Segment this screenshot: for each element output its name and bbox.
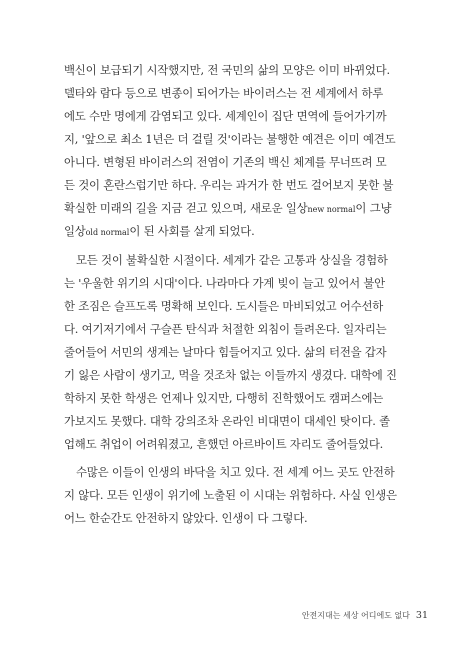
term-old-normal: old normal [85, 228, 130, 237]
text-line-with-term [64, 223, 428, 241]
text-line: 한 조짐은 슬프도록 명확해 보인다. 도시들은 마비되었고 어수선하 [64, 299, 384, 313]
text-segment: 이 그냥 [355, 201, 392, 215]
text-line: 가보지도 못했다. 대학 강의조차 온라인 비대면이 대세인 탓이다. 졸 [64, 414, 390, 428]
text-line: 는 '우울한 위기의 시대'이다. 나라마다 가계 빚이 늘고 있어서 불안 [64, 276, 385, 290]
running-title: 안전지대는 세상 어디에도 없다 [301, 611, 410, 620]
text-line: 지 않다. 모든 인생이 위기에 노출된 이 시대는 위험하다. 사실 인생은 [64, 488, 397, 502]
text-line: 줄어들어 서민의 생계는 날마다 힘들어지고 있다. 삶의 터전을 갑자 [64, 345, 387, 359]
text-line: 업해도 취업이 어려워졌고, 흔했던 아르바이트 자리도 줄어들었다. [64, 437, 384, 451]
page-footer [302, 610, 428, 621]
text-line: 기 잃은 사람이 생기고, 먹을 것조차 없는 이들까지 생겼다. 대학에 진 [64, 368, 397, 382]
text-line: 수많은 이들이 인생의 바닥을 치고 있다. 전 세계 어느 곳도 안전하 [76, 465, 395, 479]
text-line: 지, '앞으로 최소 1년은 더 걸릴 것'이라는 불행한 예견은 이미 예견도 [64, 132, 396, 146]
text-segment: 일상 [64, 224, 86, 238]
text-line: 델타와 람다 등으로 변종이 되어가는 바이러스는 전 세계에서 하루 [64, 86, 384, 100]
text-line: 모든 것이 불확실한 시절이다. 세계가 같은 고통과 상실을 경험하 [76, 253, 388, 267]
text-line: 에도 수만 명에게 감염되고 있다. 세계인이 집단 면역에 들어가기까 [64, 109, 387, 123]
page-number: 31 [415, 610, 428, 621]
term-new-normal: new normal [307, 205, 356, 214]
text-line: 다. 여기저기에서 구슬픈 탄식과 처절한 외침이 들려온다. 일자리는 [64, 322, 387, 336]
text-line: 어느 한순간도 안전하지 않았다. 인생이 다 그렇다. [64, 511, 308, 525]
text-segment: 확실한 미래의 길을 지금 걷고 있으며, 새로운 일상 [64, 201, 308, 215]
text-line-with-term [64, 200, 428, 218]
text-line: 아니다. 변형된 바이러스의 전염이 기존의 백신 체계를 무너뜨려 모 [64, 155, 387, 169]
text-line: 든 것이 혼란스럽기만 하다. 우리는 과거가 한 번도 걸어보지 못한 불 [64, 178, 394, 192]
text-segment: 이 된 사회를 살게 되었다. [129, 224, 255, 238]
text-line: 백신이 보급되기 시작했지만, 전 국민의 삶의 모양은 이미 바뀌었다. [64, 63, 390, 77]
text-line: 학하지 못한 학생은 언제나 있지만, 다행히 진학했어도 캠퍼스에는 [64, 391, 384, 405]
